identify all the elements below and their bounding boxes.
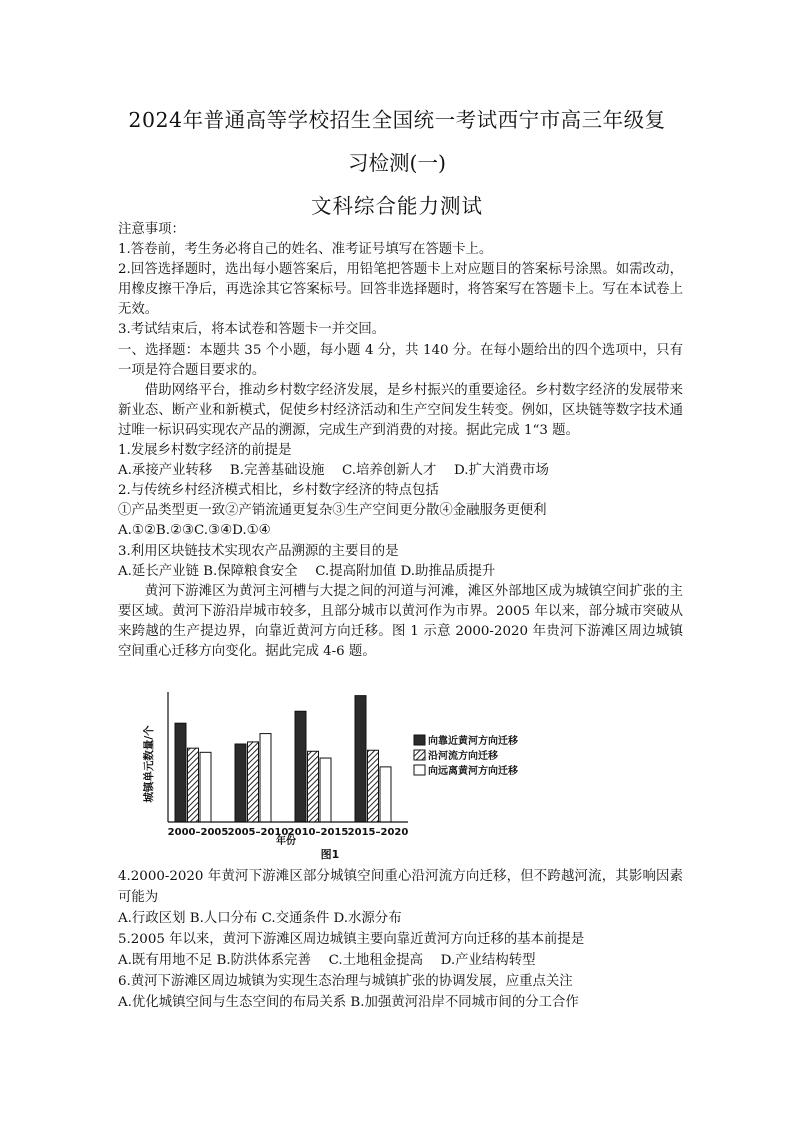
x-tick-label: 2015–2020 xyxy=(347,827,409,838)
bar-chart xyxy=(118,684,543,862)
x-axis-label: 年份 xyxy=(276,836,296,847)
bar-1-4 xyxy=(355,696,366,822)
x-tick-label: 2000–2005 xyxy=(167,827,229,838)
legend-swatch-2 xyxy=(414,750,425,760)
bar-2-1 xyxy=(188,748,199,822)
question-6: 6.黄河下游滩区周边城镇为实现生态治理与城镇扩张的协调发展，应重点关注 xyxy=(118,974,573,989)
bar-group xyxy=(175,696,391,822)
question-3-options: A.延长产业链 B.保障粮食安全 C.提高附加值 D.助推品质提升 xyxy=(118,563,496,579)
note-item-1: 1.答卷前，考生务必将自己的姓名、准考证号填写在答题卡上。 xyxy=(118,242,493,258)
question-2-options: A.①②B.②③C.③④D.①④ xyxy=(118,523,271,539)
bar-1-2 xyxy=(235,744,246,822)
bar-2-4 xyxy=(368,750,379,822)
question-1: 1.发展乡村数字经济的前提是 xyxy=(118,443,292,459)
x-tick-label: 2010–2015 xyxy=(287,827,349,838)
legend-label-3: 向远离黄河方向迁移 xyxy=(428,766,518,777)
question-4: 4.2000-2020 年黄河下游滩区部分城镇空间重心沿河流方向迁移，但不跨越河流，其影响因素可能为 xyxy=(118,869,683,905)
question-5: 5.2005 年以来，黄河下游滩区周边城镇主要向靠近黄河方向迁移的基本前提是 xyxy=(118,932,585,947)
notes-heading: 注意事项： xyxy=(118,222,185,237)
bar-3-1 xyxy=(200,752,211,822)
bar-3-2 xyxy=(260,734,271,822)
bar-2-3 xyxy=(308,751,319,822)
question-2: 2.与传统乡村经济模式相比，乡村数字经济的特点包括 xyxy=(118,483,439,499)
question-2-items: ①产品类型更一致②产销流通更复杂③生产空间更分散④金融服务更便利 xyxy=(118,503,547,519)
legend-label-1: 向靠近黄河方向迁移 xyxy=(428,736,518,747)
legend-swatch-1 xyxy=(414,735,425,745)
legend-label-2: 沿河流方向迁移 xyxy=(428,751,498,762)
passage-2: 黄河下游滩区为黄河主河槽与大提之间的河道与河滩，滩区外部地区成为城镇空间扩张的主要区域。黄河下游沿岸城市较多，且部分城市以黄河作为市界。2005 年以来，部分城市突破从来跨越的生产提边界，向靠近黄河方向迁移。图 1 示意 2000-2020 年贵河下游滩区周边城镇空间重心迁移方向变化。据此完成 4-6 题。 xyxy=(118,583,683,659)
exam-subject-title: 文科综合能力测试 xyxy=(311,194,483,218)
figure-caption: 图1 xyxy=(320,848,340,861)
section-intro: 一、选择题：本题共 35 个小题，每小题 4 分，共 140 分。在每小题给出的四个选项中，只有一项是符合题目要求的。 xyxy=(118,342,683,378)
question-1-options: A.承接产业转移 B.完善基础设施 C.培养创新人才 D.扩大消费市场 xyxy=(118,463,549,479)
note-item-3: 3.考试结束后，将本试卷和答题卡一并交回。 xyxy=(118,322,386,338)
y-axis-label: 城镇单元数量/个 xyxy=(143,725,155,803)
exam-body xyxy=(118,220,683,662)
bar-1-1 xyxy=(175,723,186,822)
bar-2-2 xyxy=(248,742,259,822)
question-6-options: A.优化城镇空间与生态空间的布局关系 B.加强黄河沿岸不同城市间的分工合作 xyxy=(118,995,579,1010)
questions-4-6 xyxy=(118,866,683,1013)
question-3: 3.利用区块链技术实现农产品溯源的主要目的是 xyxy=(118,543,399,559)
exam-title-line2: 习检测(一) xyxy=(348,151,446,175)
exam-title-line1: 2024年普通高等学校招生全国统一考试西宁市高三年级复 xyxy=(128,108,666,132)
question-4-options: A.行政区划 B.人口分布 C.交通条件 D.水源分布 xyxy=(118,911,402,926)
bar-3-4 xyxy=(380,767,391,822)
x-tick-label: 2005–2010 xyxy=(227,827,289,838)
figure-1 xyxy=(118,684,543,862)
chart-legend xyxy=(414,734,519,777)
bar-1-3 xyxy=(295,711,306,822)
note-item-2: 2.回答选择题时，选出每小题答案后，用铅笔把答题卡上对应题目的答案标号涂黑。如需改动，用橡皮擦干净后，再选涂其它答案标号。回答非选择题时，将答案写在答题卡上。写在本试卷上无效。 xyxy=(118,262,683,318)
bar-3-3 xyxy=(320,758,331,822)
legend-swatch-3 xyxy=(414,765,425,775)
passage-1: 借助网络平台，推动乡村数字经济发展，是乡村振兴的重要途径。乡村数字经济的发展带来新业态、断产业和新模式，促使乡村经济活动和生产空间发生转变。例如，区块链等数字技术通过唯一标识码实现农产品的溯源，完成生产到消费的对接。据此完成 1“3 题。 xyxy=(118,382,683,438)
question-5-options: A.既有用地不足 B.防洪体系完善 C.土地租金提高 D.产业结构转型 xyxy=(118,953,536,968)
